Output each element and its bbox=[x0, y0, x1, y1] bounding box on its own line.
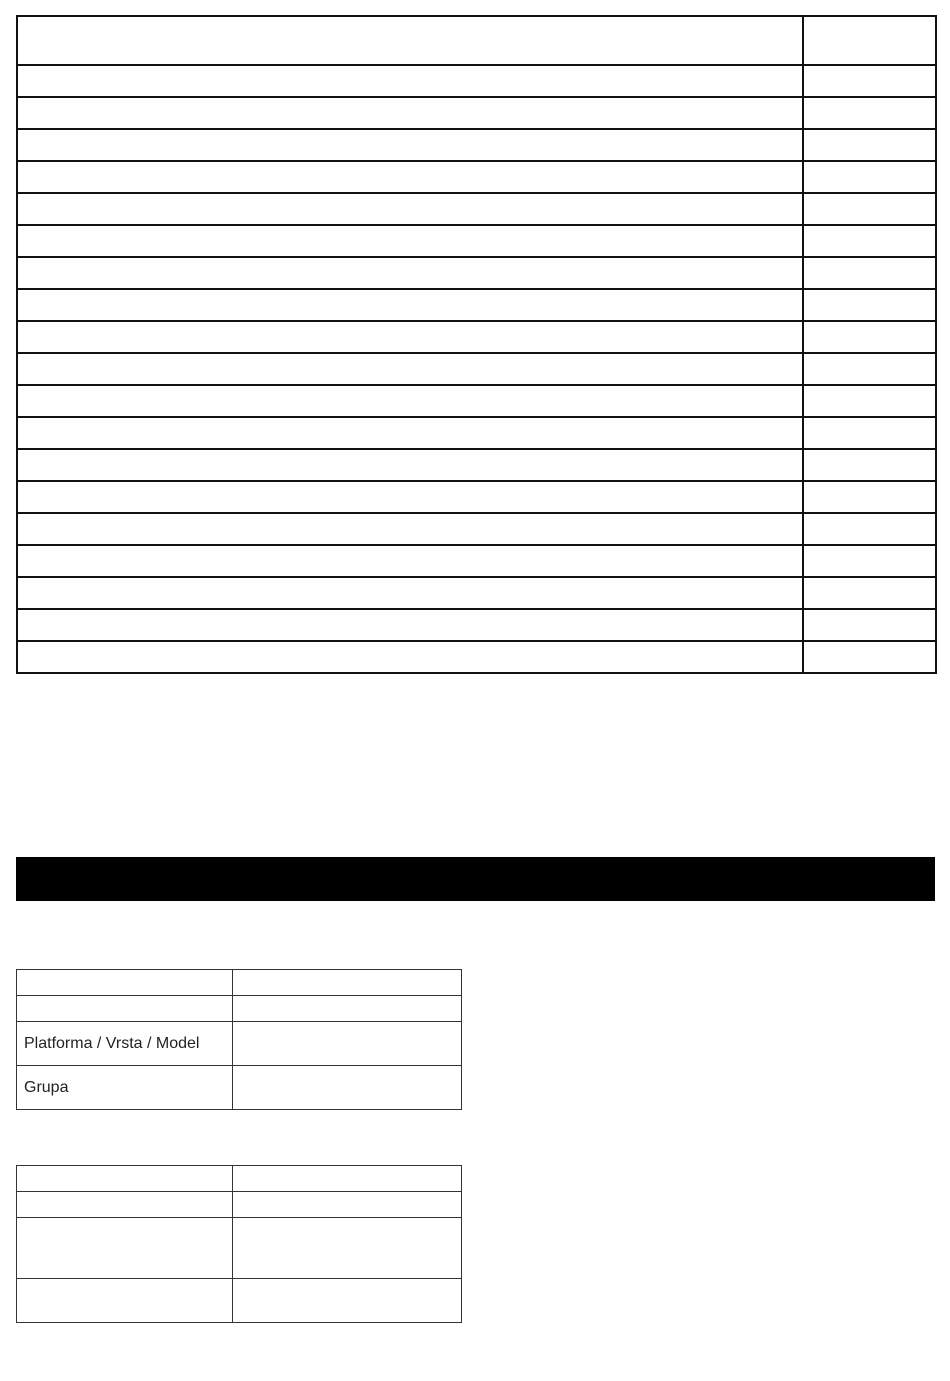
checklist-mark-cell bbox=[803, 65, 936, 97]
info-value bbox=[233, 1022, 462, 1066]
checklist-header-row bbox=[17, 16, 936, 65]
info-key bbox=[17, 1218, 233, 1279]
info-row bbox=[17, 1066, 462, 1110]
checklist-item-cell bbox=[17, 577, 803, 609]
checklist-item-cell bbox=[17, 385, 803, 417]
info-key-platform-model: Platforma / Vrsta / Model bbox=[17, 1022, 233, 1066]
checklist-row bbox=[17, 641, 936, 673]
checklist-mark-cell bbox=[803, 513, 936, 545]
checklist-item-cell bbox=[17, 353, 803, 385]
checklist-mark-cell bbox=[803, 385, 936, 417]
checklist-row bbox=[17, 545, 936, 577]
checklist-item-cell bbox=[17, 481, 803, 513]
checklist-mark-cell bbox=[803, 321, 936, 353]
checklist-mark-cell bbox=[803, 481, 936, 513]
checklist-row bbox=[17, 321, 936, 353]
checklist-mark-cell bbox=[803, 353, 936, 385]
checklist-row bbox=[17, 65, 936, 97]
info-value bbox=[233, 1166, 462, 1192]
checklist-mark-cell bbox=[803, 577, 936, 609]
checklist-row bbox=[17, 129, 936, 161]
checklist-item-cell bbox=[17, 225, 803, 257]
checklist-item-cell bbox=[17, 257, 803, 289]
info-key-group: Grupa bbox=[17, 1066, 233, 1110]
checklist-item-cell bbox=[17, 289, 803, 321]
info-row bbox=[17, 1218, 462, 1279]
checklist-mark-cell bbox=[803, 161, 936, 193]
checklist-row bbox=[17, 225, 936, 257]
info-value bbox=[233, 1192, 462, 1218]
checklist-row bbox=[17, 353, 936, 385]
checklist-item-cell bbox=[17, 321, 803, 353]
info-key bbox=[17, 1192, 233, 1218]
checklist-item-cell bbox=[17, 65, 803, 97]
checklist-item-cell bbox=[17, 161, 803, 193]
checklist-item-cell bbox=[17, 609, 803, 641]
info-row bbox=[17, 970, 462, 996]
checklist-header-cell bbox=[17, 16, 803, 65]
checklist-row bbox=[17, 385, 936, 417]
checklist-row bbox=[17, 449, 936, 481]
checklist-mark-cell bbox=[803, 417, 936, 449]
checklist-row bbox=[17, 161, 936, 193]
checklist-mark-cell bbox=[803, 449, 936, 481]
checklist-row bbox=[17, 289, 936, 321]
checklist-mark-cell bbox=[803, 225, 936, 257]
section-header-band bbox=[16, 857, 935, 901]
second-info-table bbox=[16, 1165, 462, 1323]
checklist-item-cell bbox=[17, 641, 803, 673]
info-row bbox=[17, 1022, 462, 1066]
info-row bbox=[17, 1279, 462, 1323]
checklist-mark-cell bbox=[803, 545, 936, 577]
info-value bbox=[233, 1218, 462, 1279]
vehicle-info-table bbox=[16, 969, 462, 1110]
info-value bbox=[233, 970, 462, 996]
checklist-item-cell bbox=[17, 417, 803, 449]
checklist-mark-cell bbox=[803, 289, 936, 321]
checklist-row bbox=[17, 97, 936, 129]
checklist-mark-cell bbox=[803, 609, 936, 641]
checklist-mark-cell bbox=[803, 129, 936, 161]
checklist-row bbox=[17, 257, 936, 289]
checklist-item-cell bbox=[17, 449, 803, 481]
checklist-table bbox=[16, 15, 937, 674]
info-key bbox=[17, 1166, 233, 1192]
checklist-row bbox=[17, 577, 936, 609]
checklist-item-cell bbox=[17, 129, 803, 161]
info-row bbox=[17, 1192, 462, 1218]
checklist-mark-cell bbox=[803, 257, 936, 289]
checklist-item-cell bbox=[17, 97, 803, 129]
checklist-mark-cell bbox=[803, 193, 936, 225]
checklist-item-cell bbox=[17, 545, 803, 577]
info-value bbox=[233, 1066, 462, 1110]
info-key bbox=[17, 970, 233, 996]
checklist-header-cell bbox=[803, 16, 936, 65]
checklist-item-cell bbox=[17, 193, 803, 225]
info-key bbox=[17, 1279, 233, 1323]
info-value bbox=[233, 1279, 462, 1323]
checklist-item-cell bbox=[17, 513, 803, 545]
checklist-row bbox=[17, 193, 936, 225]
checklist-row bbox=[17, 609, 936, 641]
info-row bbox=[17, 1166, 462, 1192]
checklist-row bbox=[17, 417, 936, 449]
info-key bbox=[17, 996, 233, 1022]
checklist-mark-cell bbox=[803, 97, 936, 129]
checklist-mark-cell bbox=[803, 641, 936, 673]
info-row bbox=[17, 996, 462, 1022]
checklist-row bbox=[17, 513, 936, 545]
checklist-row bbox=[17, 481, 936, 513]
info-value bbox=[233, 996, 462, 1022]
